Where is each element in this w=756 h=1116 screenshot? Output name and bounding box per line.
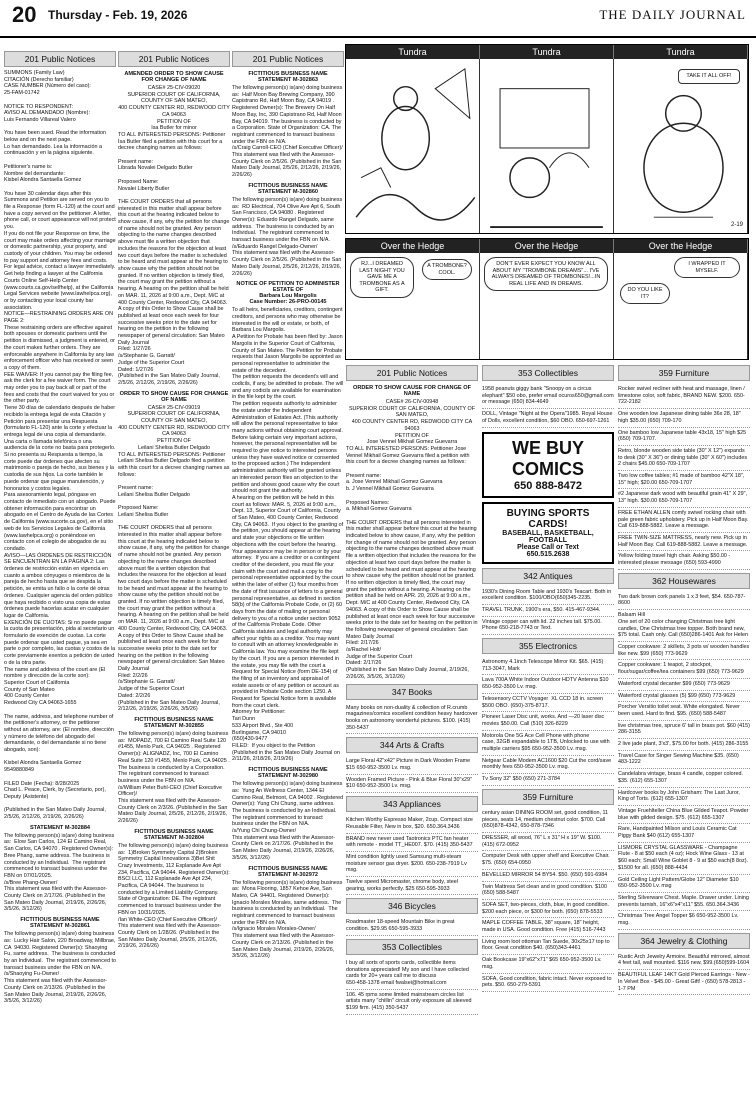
notice-title: FICTITIOUS BUSINESS NAME STATEMENT M-302863 <box>248 71 328 83</box>
notice-body: To all heirs, beneficiaries, creditors, contingent creditors, and persons who may otherwise be interested in the will or estate, or both, of Barbara Lou Margolis. A Petition for Probate has been filed by: Jason Margolis in the Superior Court of California, County of San Mateo. The Petition for Probate requests that Jason Margolis be appointed as personal representative to administer the estate of the decedent. The petition requests the decedent's will and codicils, if any, be admitted to probate. The will and any codicils are available for examination in the file kept by the court. The petition requests authority to administer the estate under the Independent Administration of Estates Act. (This authority will allow the personal representative to take many actions without obtaining court approval. Before taking certain very important actions, however, the personal representative will be required to give notice to interested persons unless they have waived notice or consented to the proposed action.) The independent administration authority will be granted unless an interested person files an objection to the petition and shows good cause why the court should not grant the authority. A hearing on the petition will be held in this court as follows: MAR. 5, 2026 at 9:00 a.m., Dept. 13, Superior Court of California, County of San Mateo, 400 County Center, Redwood City, CA 94063. If you object to the granting of the petition, you should appear at the hearing and state your objections or file written objections with the court before the hearing. Your appearance may be in person or by your attorney. If you are a creditor or a contingent creditor of the decedent, you must file your claim with the court and mail a copy to the personal representative appointed by the court within the later of either (1) four months from the date of first issuance of letters to a general personal representative, as defined in section 58(b) of the California Probate Code, or (2) 60 days from the date of mailing or personal delivery to you of a notice under section 9052 of the California Probate Code. Other California statutes and legal authority may affect your rights as a creditor. You may want to consult with an attorney knowledgeable in California law. You may examine the file kept by the court. If you are a person interested in the estate, you may file with the court a Request for Special Notice (form DE-154) of the filing of an inventory and appraisal of estate assets or of any petition or account as provided in Probate Code section 1250. A Request for Special Notice form is available from the court clerk. Attorney for Petitioner: Tari Dunn 533 Airport Blvd., Ste 400 Burlingame, CA 94010 (650)430-9477 FILED: If you object to the Petition (Published in the San Mateo Daily Journal on 2/11/26, 2/18/26, 2/19/26) <box>232 307 344 763</box>
notice-header: CASE# 26-CIV-00948 SUPERIOR COURT OF CALIFORNIA, COUNTY OF SAN MATEO, 400 COUNTY CENTER RD, REDWOOD CITY CA 94063 PETITION OF Jose Vennel Mikhail Gomez Guevarra <box>348 399 476 446</box>
classified-item: Mint condition lightly used Samsung multi-steam moisture sensor gas dryer. $200. 650-238-7919 Lv msg. <box>346 852 478 877</box>
cartoon-drawing <box>346 59 479 233</box>
speech-bubble: TAKE IT ALL OFF! <box>678 69 740 84</box>
classified-item: Many books on non-duality & collection of R.crumb magazines/comics excellent condition heavy hardcover books on astronomy wonderful pictures. $100. (415) 350-5437 <box>346 703 478 735</box>
comic-title: Tundra <box>614 45 748 59</box>
column-5 <box>482 362 614 1112</box>
speech-bubble: I WRAPPED IT MYSELF. <box>674 257 740 278</box>
notice-header: CASE# 25-CIV-09019 SUPERIOR COURT OF CALIFORNIA, COUNTY OF SAN MATEO, 400 COUNTY CENTER RD, REDWOOD CITY CA 94063 PETITION OF Leilani Shelisa Butler Delgado <box>118 404 230 451</box>
section-heading: 201 Public Notices <box>232 51 344 67</box>
classified-item: 106. 45 rpms some limited mainstream circles list artists many "chillin" circuit only exposure all sleeved $199 firm. (415) 350-5437 <box>346 990 478 1015</box>
section-heading: 346 Bicycles <box>346 898 478 914</box>
notice-body: TO ALL INTERESTED PERSONS: Petitioner Leilani Shelisa Butler Delgado filed a petition with this court for a decree changing names as follows: Present name: Leilani Shelisa Butler Delgado Proposed Name: Leilani Shelisa Butler THE COURT ORDERS that all persons interested in this matter shall appear before this court at the hearing indicated below to show cause, if any, why the petition for change of name should not be granted. Any person objecting to the name changes described above must file a written objection that includes the reasons for the objection at least two court days before the matter is scheduled to be heard and must appear at the hearing to show cause why the petition should not be granted. If no written objection is timely filed, the court may grant the petition without a hearing. A hearing on the petition shall be held on MAR. 11, 2026 at 9:00 a.m., Dept. M/C at 400 County Center, Redwood City, CA 94063. A copy of this Order to Show Cause shall be published at least once each week for four successive weeks prior to the date set for hearing on the petition in the following newspaper of general circulation: San Mateo Daily Journal Filed: 2/2/26 /s/Stephanie G. Garratt/ Judge of the Superior Court Dated: 2/2/26 (Published in the San Mateo Daily Journal, 2/12/26, 2/19/26, 2/26/26, 3/5/26) <box>118 451 230 713</box>
comic-tundra <box>345 44 749 234</box>
notice-title: ORDER TO SHOW CAUSE FOR CHANGE OF NAME <box>119 390 229 403</box>
ad-subline: Please Call or Text <box>517 543 579 551</box>
classified-item: DOLL, Vintage "Night at the Opera"1985. Royal House of Dolls, excellent condition, $60 OBO. 650-697-1261 <box>482 409 614 427</box>
classified-item: Copper cookware: 2 skillets, 3 pots w/ wooden handles like new. $99 (650) 773-9629 <box>618 642 750 660</box>
classified-item: Rustic Arch Jewelry Armoire. Beautiful mirrored, almost 4 feet tall, wall mounted. $116 new, $99.(650)599-1604 <box>618 952 750 970</box>
section-heading: 362 Housewares <box>618 573 750 589</box>
notice-body: The following person(s) is(are) doing business as: 1)Broken Symmetry Capital 2)Broken Symmetry Capital Innovations 3)Bet Shit Crazy Investments, 112 Esplanade Ave Apt 234, Pacifica, CA 94044. Registered Owner(s): BSCI LLC, 112 Esplanade Ave Apt 234, Pacifica, CA 94044. The business is conducted by a Limited Liability Company. State of Organization: DE. The registrant commenced to transact business under the FBN on 10/31/2025. /Ian White-CEO (Chief Executive Officer)/ This statement was filed with the Assessor-County Clerk on 1/28/26. (Published in the San Mateo Daily Journal, 2/5/26, 2/12/26, 2/19/26, 2/26/26) <box>118 842 230 950</box>
notice-body: The following person(s) is(are) doing business as: MOPADZ, 700 El Camino Real Suite 120 #1455, Menlo Park, CA 94025 . Registered Owner(s): ALIGNADZ, Inc, 700 El Camino Real Suite 120 #1455, Menlo Park, CA 94025 . The business is conducted by a Corporation. The registrant commenced to transact business under the FBN on N/A. /s/William Peter Buhl-CEO (Chief Executive Officer)/ This statement was filed with the Assessor-County Clerk on 2/3/26. (Published in the San Mateo Daily Journal, 2/5/26, 2/12/26, 2/19/26, 2/26/26) <box>118 730 230 825</box>
classified-item: TRAVEL TRUNK, 1900's era, $50. 415-467-9344. <box>482 605 614 617</box>
notice-title: NOTICE OF PETITION TO ADMINISTER ESTATE OF Barbara Lou Margolis Case Number: 26-PRO-00145 <box>236 281 340 306</box>
cartoon-drawing <box>614 59 747 233</box>
speech-bubble: DON'T EVER EXPECT YOU KNOW ALL ABOUT MY "TROMBONE DREAMS"... I'VE ALWAYS DREAMED OF TROMBONES!...IN REAL LIFE AND IN DREAMS. <box>484 257 608 291</box>
comic-panel <box>346 253 480 359</box>
classified-item: 2 live jade plant, 3'x3', $75.00 for both. (415) 286-3155 <box>618 739 750 751</box>
classified-item: Rocker swivel recliner with heat and massage, linen / limestone color, soft fabric, BRAND NEW. $200. 650-722-2182 <box>618 384 750 409</box>
classified-item: Tv Sony 32" $50 (650) 271-3784 <box>482 774 614 786</box>
notice-body: TO ALL INTERESTED PERSONS: Petitioner Jose Vennel Mikhail Gomez Guevarra filed a petition with this court for a decree changing names as follows: Present name: a. Jose Vennel Mikhail Gomez Guevarra b. J Vennel Mikhail Gomez Guevarra Proposed Names: a. Mikhail Gomez Guevarra THE COURT ORDERS that all persons interested in this matter shall appear before this court at the hearing indicated below to show cause, if any, why the petition for change of name should not be granted. Any person objecting to the name changes described above must file a written objection that includes the reasons for the objection at least two court days before the matter is scheduled to be heard and must appear at the hearing to show cause why the petition should not be granted. If no written objection is timely filed, the court may grant the petition without a hearing. A hearing on the petition shall be held on APR. 20, 2026 at 9:00 a.m., Dept. M/C at 400 County Center, Redwood City, CA 94063. A copy of this Order to Show Cause shall be published at least once each week for four successive weeks prior to the date set for hearing on the petition in the following newspaper of general circulation: San Mateo Daily Journal Filed: 2/17/26 /s/Rachel Holt/ Judge of the Superior Court Dated: 2/17/26 (Published in the San Mateo Daily Journal, 2/19/26, 2/26/26, 3/5/26, 3/12/26) <box>346 445 478 680</box>
notice-title: FICTITIOUS BUSINESS NAME STATEMENT M-302860 <box>248 182 328 195</box>
classified-item: 1958 peanuts giggy bank "Snoopy on a circus elephant" $50 obo, prefer email ocuros650@gmail.com or message (650) 834-4649 <box>482 384 614 409</box>
cartoon-drawing <box>480 59 613 233</box>
notice-title: FICTITIOUS BUSINESS NAME STATEMENT M-302972 <box>248 865 328 878</box>
speech-bubble: A TROMBONE? COOL. <box>422 259 472 280</box>
comic-title: Over the Hedge <box>614 239 748 253</box>
classified-item: DRESSER, all wood, 76" L x 31" H x 19" W. $100. (415) 672-0952 <box>482 833 614 851</box>
notice-body: The following person(s) is(are) doing business as: Elow San Carlos, 124 El Camino Real, San Carlos, CA 94070 . Registered Owner(s): Bree Phang, same address. The business is conducted by an Individual. The registrant commenced to transact business under the FBN on 07/01/2025. /s/Bree Phang-Owner/ This statement was filed with the Assessor-County Clerk on 2/17/26. (Published in the San Mateo Daily Journal, 2/19/26, 2/26/26, 3/5/26, 3/12/26) <box>4 832 115 913</box>
classified-item: I buy all sorts of sports cards, collectible items donations appreciated! My son and I have collected cards for 20+ years call me to discuss 650-458-1378 email fwalsei@hotmail.com <box>346 958 478 990</box>
classified-item: Pioneer Laser Disc unit, works. And —20 laser disc movies $50.00. Call (510) 326-8229 <box>482 712 614 730</box>
comic-panel <box>480 59 614 233</box>
section-heading: 342 Antiques <box>482 568 614 584</box>
masthead: THE DAILY JOURNAL <box>599 7 746 22</box>
speech-bubble: RJ...I DREAMED LAST NIGHT YOU GAVE ME A TROMBONE AS A GIFT. <box>350 257 414 298</box>
sports-cards-ad <box>482 502 614 564</box>
classified-item: Copper cookware: 1 teapot, 2 stockpot, flour/sugar/coffee/tea containers $99 (650) 773-9629 <box>618 660 750 678</box>
classified-item: Rare, Handpainted Milson and Louis Ceramic Cat Piggy Bank $40 (612) 655-1307 <box>618 824 750 842</box>
speech-bubble: DO YOU LIKE IT? <box>620 283 670 304</box>
notice-title: AMENDED ORDER TO SHOW CAUSE FOR CHANGE OF NAME <box>124 71 224 83</box>
classified-item: Motorola One 5G Ace Cell Phone with phone case, 32GB expandable to 1TB, Unlocked to use with multiple carriers $95 650-952-3500 Lv. msg. <box>482 731 614 756</box>
classified-item: Twin Mattress Set clean and in good condition. $100 (650) 588-5487 <box>482 882 614 900</box>
section-heading: 359 Furniture <box>618 365 750 381</box>
classified-item: Kitchen Worthy Espresso Maker, 2cup. Compact size Reusable Filter, New in box, $20. 650.364.3436 <box>346 815 478 833</box>
classified-item: SOFA, Good condition, fabric intact. Never exposed to pets. $50. 650-279-5391 <box>482 974 614 992</box>
classified-item: Waterford crystal glasses (5) $99 (650) 773-9629 <box>618 691 750 703</box>
classified-item: Travel Case for Singer Sewing Machine $35. (650) 483-1222 <box>618 751 750 769</box>
notice-body: The following person(s) is(are) doing business as: Half Moon Bay Brewing Company, 390 Capistrano Rd, Half Moon Bay, CA 94019 . Registered Owner(s): The Brewery On Half Moon Bay, Inc, 390 Capistrano Rd, Half Moon Bay, CA 94019. The business is conducted by a Corporation. State of Organization: CA. The registrant commenced to transact business under the FBN on N/A. /s/Craig Carroll-CEO (Chief Executive Officer)/ This statement was filed with the Assessor-County Clerk on 2/5/26. (Published in the San Mateo Daily Journal, 2/5/26, 2/12/26, 2/19/26, 2/26/26) <box>232 85 343 179</box>
classified-item: Living room loot ottoman Tan Suede, 30x25x17 top to floor. Great condition $40. (650)343-4461 <box>482 937 614 955</box>
notice-body: The following person(s) is(are) doing business as: Lucky Hair Salon, 220 Broadway, Millbrae, CA 94030. Registered Owner(s): Shaoying Fu, same address. The business is conducted by an Individual. The registrant commenced to transact business under the FBN on N/A. /s/Shaoying Fu-Owner/ This statement was filed with the Assessor-County Clerk on 2/13/26. (Published in the San Mateo Daily Journal, 2/19/26, 2/26/26, 3/5/26, 3/12/26) <box>4 931 116 1005</box>
classified-item: Two dark brown cork panels 1 x 3 feet, $54. 650-787-8600 <box>618 592 750 610</box>
classified-item: Wooden Framed Picture - Pink & Blue Floral 30"x29" $10 650-952-3500 Lv. msg. <box>346 775 478 793</box>
classified-item: Christmas Tree Angel Topper $6 650-952-3500 Lv. msg. <box>618 911 750 929</box>
classified-item: MAPLE COFFEE TABLE, 38" square, 18" height, made in USA. Good condition. Free (415) 516-7443 <box>482 918 614 936</box>
section-heading: 344 Arts & Crafts <box>346 737 478 753</box>
classified-item: Telesensory CCTV Voyager XL CCD 18 in. screen $500 OBO. (650)-375-8717. <box>482 694 614 712</box>
classified-item: Balsam Hill One set of 20 color changing Christmas tree light candles, One Christmas tree topper. Both brand new, $75 total. Cash only. Call (650)286-1401 Ask for Helen <box>618 610 750 642</box>
column-4 <box>346 362 478 1112</box>
classified-item: FREE ETHAN ALLEN comfy swivel rocking chair with pale green fabric upholstery. Pick up in Half Moon Bay. Call 619-888-5882. Leave a message. <box>618 508 750 533</box>
classified-item: Retro, blonde wooden side table (30" X 12") expands to desk (30" X 36") or dining table (30" X 60") includes 2 chairs $45.00 650-709-1707 <box>618 446 750 471</box>
classified-item: Gold Ceiling Light Pattern/Globe 12" Diameter $10 650-952-3500 Lv. msg <box>618 875 750 893</box>
classified-item: Porcher Versitio toilet seat. White elongated. Never been used. Hard to find. $95. (650) 588-5487 <box>618 702 750 720</box>
classified-item: Sterling Silverware Chest. Maple. Drawer under. Lining prevents tarnish, 16"x6"x4"x11" $55. 650.364.3436 <box>618 893 750 911</box>
section-heading: 343 Appliances <box>346 796 478 812</box>
classified-item: Hardcover books by John Grisham: The Last Juror, King of Torts. (612) 655-1307 <box>618 788 750 806</box>
notice-body: TO ALL INTERESTED PERSONS: Petitioner Isa Butler filed a petition with this court for a decree changing names as follows: Present name: Librada Novalei Delgado Butler Proposed Name: Novalei Liberty Butler THE COURT ORDERS that all persons interested in this matter shall appear before this court at the hearing indicated below to show cause, if any, why the petition for change of name should not be granted. Any person objecting to the name changes described above must file a written objection that includes the reasons for the objection at least two court days before the matter is scheduled to be heard and must appear at the hearing to show cause why the petition should not be granted. If no written objection is timely filed, the court may grant the petition without a hearing. A hearing on the petition shall be held on MAR. 11, 2026 at 9:00 a.m., Dept. M/C at 400 County Center, Redwood City, CA 94063. A copy of this Order to Show Cause shall be published at least once each week for four successive weeks prior to the date set for hearing on the petition in the following newspaper of general circulation: San Mateo Daily Journal Filed: 1/27/26 /s/Stephanie G. Garratt/ Judge of the Superior Court Dated: 1/27/26 (Published in the San Mateo Daily Journal, 2/5/26, 2/12/26, 2/19/26, 2/26/26) <box>118 131 230 386</box>
classified-item: Twelve speed Micromaster, chrome body, steel gearing, works perfectly. $25 650-595-3933 <box>346 877 478 895</box>
notice-title: STATEMENT M-302884 <box>29 824 91 831</box>
section-heading: 347 Books <box>346 684 478 700</box>
classified-item: Large Floral 42"x42" Picture in Dark Wooden Frame $15 650-952-3500 Lv. msg. <box>346 756 478 774</box>
comic-title: Over the Hedge <box>346 239 480 253</box>
comic-title: Tundra <box>480 45 614 59</box>
classified-item: One wooden low Japanese dining table 36x 28, 18" high $35.00 (650) 709-170 <box>618 409 750 427</box>
comic-title: Tundra <box>346 45 480 59</box>
classified-item: #2 Japanese dark wood with beautiful grain 41" X 29", 13" high. $30.00 650-709-1707 <box>618 489 750 507</box>
column-6 <box>618 362 750 1112</box>
comic-panel <box>480 253 614 359</box>
issue-date: Thursday - Feb. 19, 2026 <box>48 8 188 22</box>
classified-item: Computer Desk with upper shelf and Executive Chair. $75. (650) 654-0950 <box>482 851 614 869</box>
classified-item: Vintage copper can with lid. 22 inches tall. $75.00. Phone 650-218-7743 or Text. <box>482 617 614 635</box>
classified-item: live christmas tree, spruce 6' tall in brass pot. $60 (415) 286-3155 <box>618 721 750 739</box>
comic-date: 2-19 <box>730 221 743 228</box>
classified-item: SOFA SET, two-pieces, cloth, blue, in good condition. $200 each piece, or $300 for both. (650) 878-5533 <box>482 900 614 918</box>
classified-item: Oak Bookcase 19"x62"x71" $65 650-952-3500 Lv. msg. <box>482 955 614 973</box>
classified-item: LISMORE CRYSTAL GLASSWARE - Champagne Flute - 8 at $50 each (4 oz); Hock Wine Glass - 13 at $60 each; Small Wine Goblet 8 - 9 at $50 each(8 8oz). $1500 for all. (650) 888-4434 <box>618 843 750 875</box>
notice-body: The following person(s) is(are) doing business as: RD Electrical, 704 Olive Ave Apt 6, South San Francisco, CA 94080 . Registered Owner(s): Eduardo Rangel Delgado, same address. The business is conducted by an Individual. The registrant commenced to transact business under the FBN on N/A. /s/Eduardo Rangel Delgado-Owner/ This statement was filed with the Assessor-County Clerk on 2/5/26. (Published in the San Mateo Daily Journal, 2/5/26, 2/12/26, 2/19/26, 2/26/26) <box>232 196 343 277</box>
section-heading: 201 Public Notices <box>118 51 230 67</box>
notice-title: ORDER TO SHOW CAUSE FOR CHANGE OF NAME <box>353 385 471 397</box>
comic-over-the-hedge <box>345 238 749 360</box>
page-header <box>0 0 756 38</box>
classified-item: Waterford crystal decanter $99 (650) 773-9629 <box>618 679 750 691</box>
page-number: 20 <box>12 2 37 27</box>
comic-panel <box>346 59 480 233</box>
section-heading: 353 Collectibles <box>482 365 614 381</box>
notice-title: FICTITIOUS BUSINESS NAME STATEMENT M-302980 <box>248 767 328 780</box>
comic-panel <box>614 59 748 233</box>
section-heading: 201 Public Notices <box>4 51 116 67</box>
ad-phone: 650 888-8472 <box>514 479 582 492</box>
ad-subline: BASEBALL, BASKETBALL, FOOTBALL <box>502 529 594 544</box>
section-heading: 364 Jewelry & Clothing <box>618 933 750 949</box>
notice-header: CASE# 25-CIV-09020 SUPERIOR COURT OF CALIFORNIA, COUNTY OF SAN MATEO, 400 COUNTY CENTER RD, REDWOOD CITY CA 94063 PETITION OF Isa Butler for minor <box>118 85 230 132</box>
section-heading: 201 Public Notices <box>346 365 478 381</box>
comic-title-bar <box>346 239 748 253</box>
classified-item: Two low coffee tables; #1 made of bamboo 42"X 18", 15" high; $20.00 650-709-1707 <box>618 471 750 489</box>
classified-item: Vintage Fruehlteller China Blue Gilded Teapot. Powder blue with gilded design. $75. (612) 655-1307 <box>618 806 750 824</box>
classified-item: Astronomy 4.1inch Telescope Mirror Kit. $65. (415) 713-3047, Mark <box>482 657 614 675</box>
classified-item: Yellow folding travel high chair. Asking $50.00 - interested please message (650) 593-4990 <box>618 551 750 569</box>
section-heading: 355 Electronics <box>482 638 614 654</box>
notice-title: FICTITIOUS BUSINESS NAME STATEMENT M-302855 <box>134 716 214 729</box>
classified-item: Roadmaster 18-speed Mountain Bike in great condition. $29.95 650-595-3933 <box>346 917 478 935</box>
ad-headline: WE BUY COMICS <box>512 437 584 479</box>
classified-item: Netgear Cable Modem AC1600 $20 Cut the cord/save monthly fees 650-952-3500 Lv. msg. <box>482 756 614 774</box>
classified-item: BEAUTIFUL LEAF 14KT Gold Pierced Earrings - New - In Velvet Box - $45.00 - Great Gift! - (650) 578-2813 - 1-7 PM <box>618 970 750 995</box>
notice-body: The following person(s) is(are) doing business as: Mona Flooring, 1857 Kehoe Ave, San Mateo, CA 94401. Registered Owner(s): Ignacio Morales Morales, same address. The business is conducted by an Individual. The registrant commenced to transact business under the FBN on N/A. /s/Ignacio Morales Morales-Owner/ This statement was filed with the Assessor-County Clerk on 2/13/26. (Published in the San Mateo Daily Journal, 2/19/26, 2/26/26, 3/5/26, 3/12/26) <box>232 879 343 960</box>
comic-title: Over the Hedge <box>480 239 614 253</box>
section-heading: 359 Furniture <box>482 789 614 805</box>
classified-item: BEVELLED MIRROR 54 BY54. $50. (650) 591-6984 <box>482 870 614 882</box>
column-3 <box>232 48 344 1112</box>
section-heading: 353 Collectibles <box>346 939 478 955</box>
ad-headline: BUYING SPORTS CARDS! <box>506 507 590 530</box>
classified-item: FREE TWIN-SIZE MATTRESS, nearly new. Pick up in Half Moon Bay. Call 619-888-5882. Leave a message. <box>618 533 750 551</box>
notice-title: FICTITIOUS BUSINESS NAME STATEMENT M-302804 <box>134 828 214 841</box>
column-2 <box>118 48 230 1112</box>
classified-item: 1930's Dining Room Table and 1930's Teacart. Both in excellent condition. $100/OBO(650)345-2235. <box>482 587 614 605</box>
ad-phone: 650.515.2638 <box>526 550 570 558</box>
classified-item: Candelabra vintage, brass 4 candle, copper colored. $35. (612) 655-1307 <box>618 769 750 787</box>
notice-title: FICTITIOUS BUSINESS NAME STATEMENT M-302861 <box>20 917 100 930</box>
classified-item: century asian DINING ROOM set, good condition, 11 pieces, seats 14, medium chestnut color. $700. Call (650)878-4342, 650-878-7346 <box>482 808 614 833</box>
classified-item: One bamboo low Japanese table 43x18, 15" high $25 (650) 709-1707. <box>618 428 750 446</box>
classified-item: BRAND new never used Taotronics PTC fan heater with remote - model TT_HE007. $70. (415) 350-5437 <box>346 834 478 852</box>
comic-title-bar <box>346 45 748 59</box>
classified-item: Lava 700A White Indoor Outdoor HDTV Antenna $10 650-952-3500 Lv. msg. <box>482 675 614 693</box>
notice-body: The following person(s) is(are) doing business as: Yung An Wellness Center, 1344 El Camino Real, Belmont, CA 94002 . Registered Owner(s): Yung Chi Chung, same address. The business is conducted by an Individual. The registrant commenced to transact business under the FBN on N/A. /s/Yung Chi Chung-Owner/ This statement was filed with the Assessor-County Clerk on 2/17/26. (Published in the San Mateo Daily Journal, 2/19/26, 2/26/26, 3/5/26, 3/12/26) <box>232 781 344 861</box>
column-1 <box>4 48 116 1112</box>
comic-panel <box>614 253 748 359</box>
we-buy-comics-ad <box>482 432 614 498</box>
summons-notice: SUMMONS (Family Law) CITACIÓN (Derecho familiar) CASE NUMBER (Número del caso): 25-FAM-01742 NOTICE TO RESPONDENT: AVISO AL DEMANDADO (Nombre): Luis Fernando Villareal Valero You have been sued. Read the information below and on the next page. Lo han demandado. Lea la información a continuación y en la página siguiente. Petitioner's name is: Nombre del demandante: Kisbel Alondra Santaella Gomez You have 30 calendar days after this Summons and Petition are served on you to file a Response (form FL-120) at the court and have a copy served on the petitioner. A letter, phone call, or court appearance will not protect you. If you do not file your Response on time, the court may make orders affecting your marriage or domestic partnership, your property, and custody of your children. You may be ordered to pay support and attorney fees and costs. For legal advice, contact a lawyer immediately. Get help finding a lawyer at the California Courts Online Self-Help Center (www.courts.ca.gov/selfhelp), at the California Legal Services website (www.lawhelpca.org), or by contacting your local county bar association. NOTICE—RESTRAINING ORDERS ARE ON PAGE 2: These restraining orders are effective against both spouses or domestic partners until the petition is dismissed, a judgment is entered, or the court makes further orders. They are enforceable anywhere in California by any law enforcement officer who has received or seen a copy of them. FEE WAIVER: If you cannot pay the filing fee, ask the clerk for a fee waiver form. The court may order you to pay back all or part of the fees and costs that the court waived for you or the other party. Tiene 30 días de calendario después de haber recibido la entrega legal de esta Citación y Petición para presentar una Respuesta (formulario FL-120) ante la corte y efectuar la entrega legal de una copia al demandante. Una carta o llamada telefónica o una audiencia de la corte no basta para protegerlo. Si no presenta su Respuesta a tiempo, la corte puede dar órdenes que afecten su matrimonio o pareja de hecho, sus bienes y la custodia de sus hijos. La corte también le puede ordenar que pague manutención, y honorarios y costos legales. Para asesoramiento legal, póngase en contacto de inmediato con un abogado. Puede obtener información para encontrar un abogado en el Centro de Ayuda de las Cortes de California (www.sucorte.ca.gov), en el sitio web de los Servicios Legales de California (www.lawhelpca.org) o poniéndose en contacto con el colegio de abogados de su condado. AVISO—LAS ÓRDENES DE RESTRICCIÓN SE ENCUENTRAN EN LA PÁGINA 2: Las órdenes de restricción están en vigencia en cuanto a ambos cónyuges o miembros de la pareja de hecho hasta que se despida la petición, se emita un fallo o la corte dé otras órdenes. Cualquier agencia del orden público que haya recibido o visto una copia de estas órdenes puede hacerlas acatar en cualquier lugar de California. EXENCIÓN DE CUOTAS: Si no puede pagar la cuota de presentación, pida al secretario un formulario de exención de cuotas. La corte puede ordenar que usted pague, ya sea en parte o por completo, las cuotas y costos de la corte previamente exentos a petición de usted o de la otra parte. The name and address of the court are (El nombre y dirección de la corte son): Superior Court of California County of San Mateo 400 County Center Redwood City CA 94063-1655 The name, address, and telephone number of the petitioner's attorney, or the petitioner without an attorney, are: (El nombre, dirección y número de teléfono del abogado del demandante, o del demandante si no tiene abogado, son): Kisbel Alondra Santaella Gomez 9549880849 FILED Date (Fecha): 8/28/2025 Chad L. Peace, Clerk, by (Secretario, por), Deputy (Asistente) (Published in the San Mateo Daily Journal, 2/5/26, 2/12/26, 2/19/26, 2/26/26) <box>4 70 116 821</box>
